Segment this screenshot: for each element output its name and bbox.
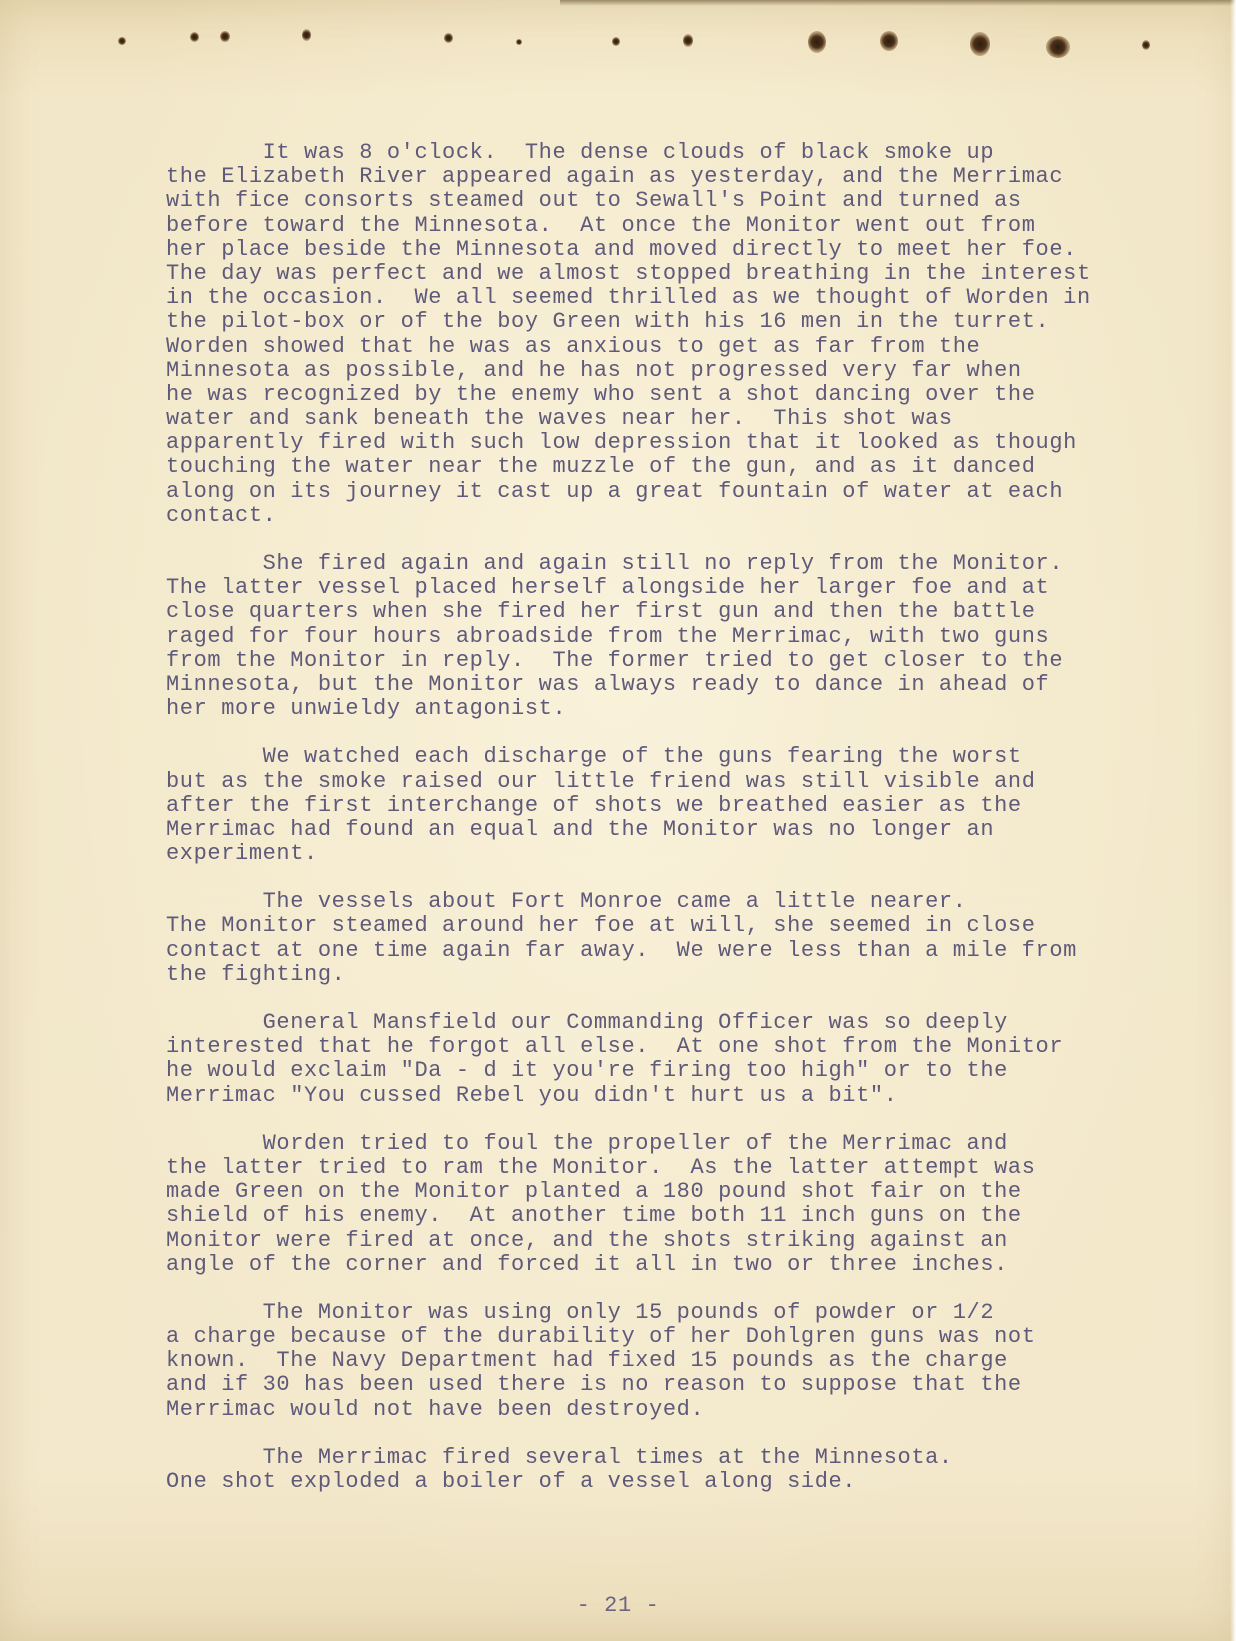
binding-hole [190, 32, 199, 42]
text-line: in the occasion. We all seemed thrilled as we thought of Worden in [166, 285, 1091, 311]
binding-holes [0, 0, 1236, 90]
text-line: The Monitor steamed around her foe at will, she seemed in close [166, 913, 1036, 939]
page-right-edge [1230, 0, 1236, 1641]
text-line: and if 30 has been used there is no reason to suppose that the [166, 1372, 1022, 1398]
text-line: The day was perfect and we almost stopped breathing in the interest [166, 260, 1091, 286]
text-line: from the Monitor in reply. The former tried to get closer to the [166, 647, 1064, 673]
text-line: experiment. [166, 841, 318, 867]
text-line: with fice consorts steamed out to Sewall's Point and turned as [166, 188, 1022, 214]
text-line: Worden tried to foul the propeller of the Merrimac and [166, 1130, 1008, 1156]
text-line: contact at one time again far away. We were less than a mile from [166, 937, 1077, 963]
text-line: before toward the Minnesota. At once the Monitor went out from [166, 212, 1036, 238]
binding-hole [1142, 40, 1150, 50]
text-line: General Mansfield our Commanding Officer was so deeply [166, 1010, 1008, 1035]
text-line: Minnesota, but the Monitor was always ready to dance in ahead of [166, 671, 1050, 697]
text-line: shield of his enemy. At another time both 11 inch guns on the [166, 1203, 1022, 1229]
binding-hole [220, 31, 230, 42]
binding-hole [1046, 36, 1070, 58]
text-line: the latter tried to ram the Monitor. As the latter attempt was [166, 1154, 1036, 1180]
text-line: close quarters when she fired her first gun and then the battle [166, 599, 1036, 625]
text-line: he was recognized by the enemy who sent a shot dancing over the [166, 381, 1036, 407]
text-line: She fired again and again still no reply from the Monitor. [166, 551, 1064, 576]
text-line: along on its journey it cast up a great fountain of water at each [166, 478, 1064, 504]
paragraph [166, 552, 1186, 721]
text-line: her more unwieldy antagonist. [166, 696, 567, 722]
text-line: contact. [166, 502, 277, 528]
page-number: - 21 - [576, 1593, 660, 1618]
binding-hole [683, 34, 693, 47]
text-line: water and sank beneath the waves near her. This shot was [166, 406, 953, 432]
binding-hole [970, 32, 990, 56]
binding-hole [302, 29, 311, 41]
binding-hole [444, 33, 453, 43]
text-line: Merrimac would not have been destroyed. [166, 1396, 705, 1422]
paragraph [166, 141, 1186, 528]
text-line: Merrimac "You cussed Rebel you didn't hurt us a bit". [166, 1082, 898, 1108]
text-line: known. The Navy Department had fixed 15 pounds as the charge [166, 1348, 1008, 1374]
text-line: the fighting. [166, 961, 346, 987]
paragraph [166, 1446, 1186, 1494]
text-line: apparently fired with such low depression that it looked as though [166, 430, 1077, 456]
binding-hole [880, 31, 898, 51]
text-line: touching the water near the muzzle of the gun, and as it danced [166, 454, 1036, 480]
text-line: he would exclaim "Da - d it you're firing too high" or to the [166, 1058, 1008, 1084]
binding-hole [612, 37, 620, 46]
text-line: The vessels about Fort Monroe came a little nearer. [166, 889, 967, 915]
binding-hole [808, 31, 826, 53]
paragraph [166, 1301, 1186, 1422]
text-line: raged for four hours abroadside from the Merrimac, with two guns [166, 623, 1050, 649]
text-line: the pilot-box or of the boy Green with his 16 men in the turret. [166, 309, 1050, 335]
text-line: Merrimac had found an equal and the Monitor was no longer an [166, 816, 995, 842]
text-line: The latter vessel placed herself alongside her larger foe and at [166, 575, 1050, 601]
text-line: a charge because of the durability of her Dohlgren guns was not [166, 1324, 1036, 1350]
text-line: angle of the corner and forced it all in two or three inches. [166, 1251, 1008, 1277]
text-line: the Elizabeth River appeared again as yesterday, and the Merrimac [166, 164, 1064, 190]
text-line: made Green on the Monitor planted a 180 pound shot fair on the [166, 1179, 1022, 1205]
paragraph [166, 890, 1186, 987]
binding-hole [516, 39, 522, 45]
text-line: Monitor were fired at once, and the shots striking against an [166, 1227, 1008, 1253]
paragraph [166, 1132, 1186, 1277]
text-line: but as the smoke raised our little friend was still visible and [166, 768, 1036, 794]
text-line: It was 8 o'clock. The dense clouds of black smoke up [166, 140, 995, 165]
text-line: The Merrimac fired several times at the Minnesota. [166, 1444, 953, 1470]
paragraph [166, 1011, 1186, 1108]
text-line: The Monitor was using only 15 pounds of powder or 1/2 [166, 1299, 995, 1325]
text-line: interested that he forgot all else. At one shot from the Monitor [166, 1034, 1064, 1060]
typed-text-body [166, 141, 1186, 1518]
paragraph [166, 745, 1186, 866]
text-line: One shot exploded a boiler of a vessel along side. [166, 1469, 857, 1494]
text-line: her place beside the Minnesota and moved directly to meet her foe. [166, 236, 1077, 262]
text-line: We watched each discharge of the guns fearing the worst [166, 744, 1022, 770]
text-line: Minnesota as possible, and he has not progressed very far when [166, 357, 1022, 383]
text-line: after the first interchange of shots we breathed easier as the [166, 792, 1022, 818]
text-line: Worden showed that he was as anxious to get as far from the [166, 333, 981, 359]
binding-hole [118, 37, 126, 45]
